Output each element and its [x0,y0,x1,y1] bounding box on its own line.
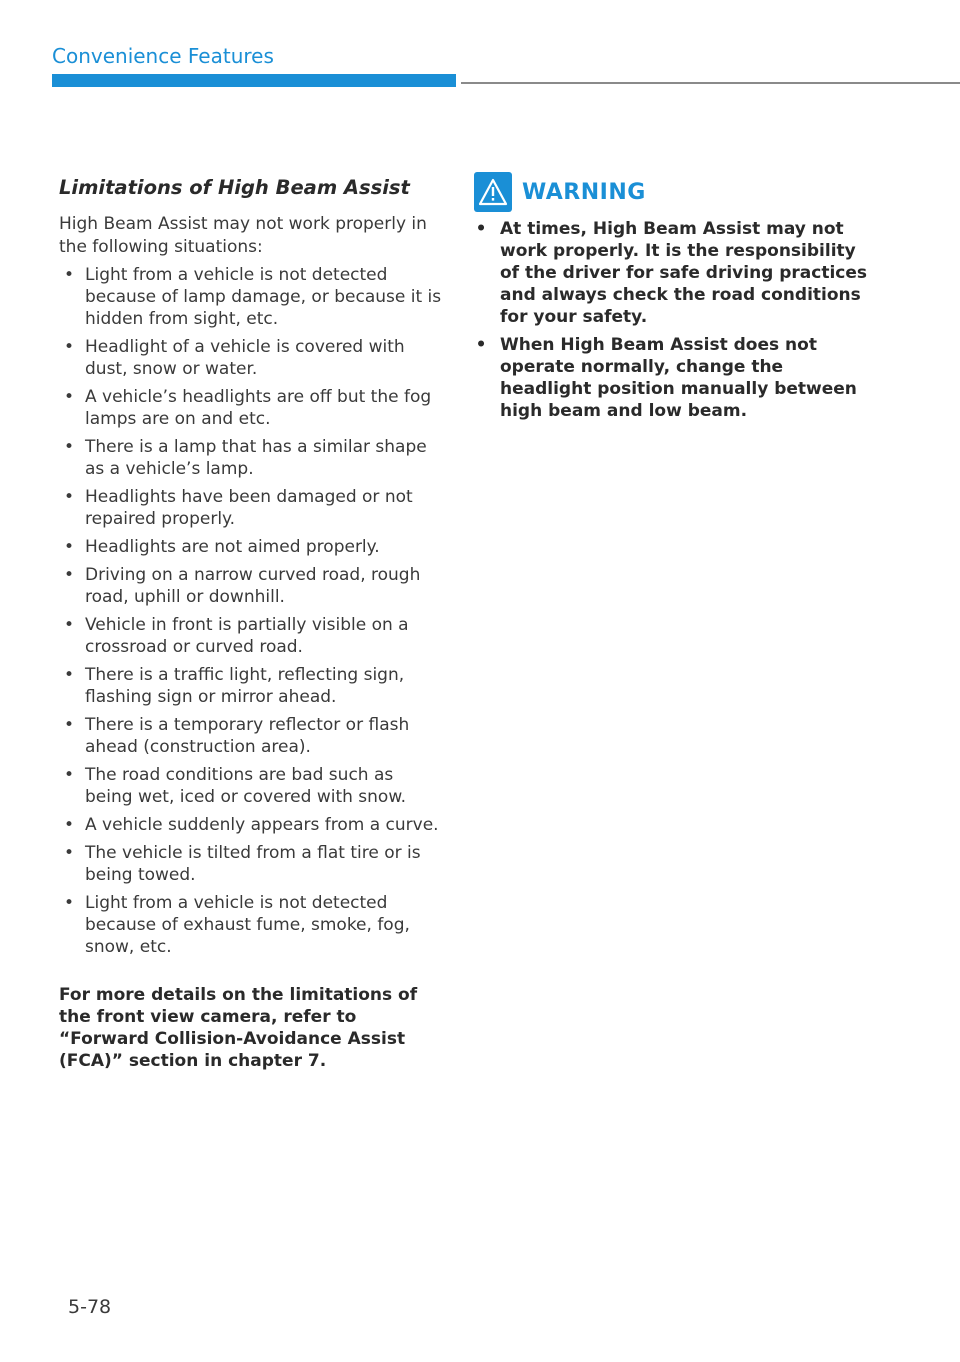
list-item: • The road conditions are bad such as being wet, iced or covered with snow. [63,765,407,807]
list-item: • When High Beam Assist does not operate normally, change the headlight position manually between high beam and low beam. [475,335,857,421]
list-item: • Light from a vehicle is not detected because of exhaust fume, smoke, fog, snow, etc. [63,893,410,957]
limitations-section [59,175,444,1089]
warning-header [474,172,874,212]
list-item: • Headlights are not aimed properly. [63,537,380,557]
list-item: • There is a lamp that has a similar shape as a vehicle’s lamp. [63,437,427,479]
warning-triangle-icon [474,172,512,212]
list-item: • Light from a vehicle is not detected because of lamp damage, or because it is hidden from sight, etc. [63,265,442,329]
list-item: • There is a temporary reflector or flash ahead (construction area). [63,715,410,757]
limitations-list [59,264,444,958]
limitations-intro: High Beam Assist may not work properly in the following situations: [59,214,427,257]
list-item: • Headlights have been damaged or not repaired properly. [63,487,413,529]
header-divider [461,82,960,84]
section-title: Convenience Features [52,44,274,68]
camera-limitations-note: For more details on the limitations of the front view camera, refer to “Forward Collision-Avoidance Assist (FCA)” section in chapter 7. [59,985,418,1071]
list-item: • The vehicle is tilted from a flat tire or is being towed. [63,843,421,885]
list-item: • A vehicle’s headlights are off but the fog lamps are on and etc. [63,387,432,429]
list-item: • Driving on a narrow curved road, rough road, uphill or downhill. [63,565,421,607]
list-item: • Headlight of a vehicle is covered with dust, snow or water. [63,337,405,379]
warning-section [474,172,874,428]
list-item: • A vehicle suddenly appears from a curve. [63,815,439,835]
limitations-heading: Limitations of High Beam Assist [59,176,410,199]
page-number: 5-78 [68,1296,112,1318]
header-accent-bar [52,74,456,87]
warning-list [474,218,874,422]
list-item: • Vehicle in front is partially visible on a crossroad or curved road. [63,615,409,657]
list-item: • There is a traffic light, reflecting sign, flashing sign or mirror ahead. [63,665,405,707]
warning-title: WARNING [522,179,646,205]
list-item: • At times, High Beam Assist may not work properly. It is the responsibility of the driver for safe driving practices and always check the road conditions for your safety. [475,219,868,327]
